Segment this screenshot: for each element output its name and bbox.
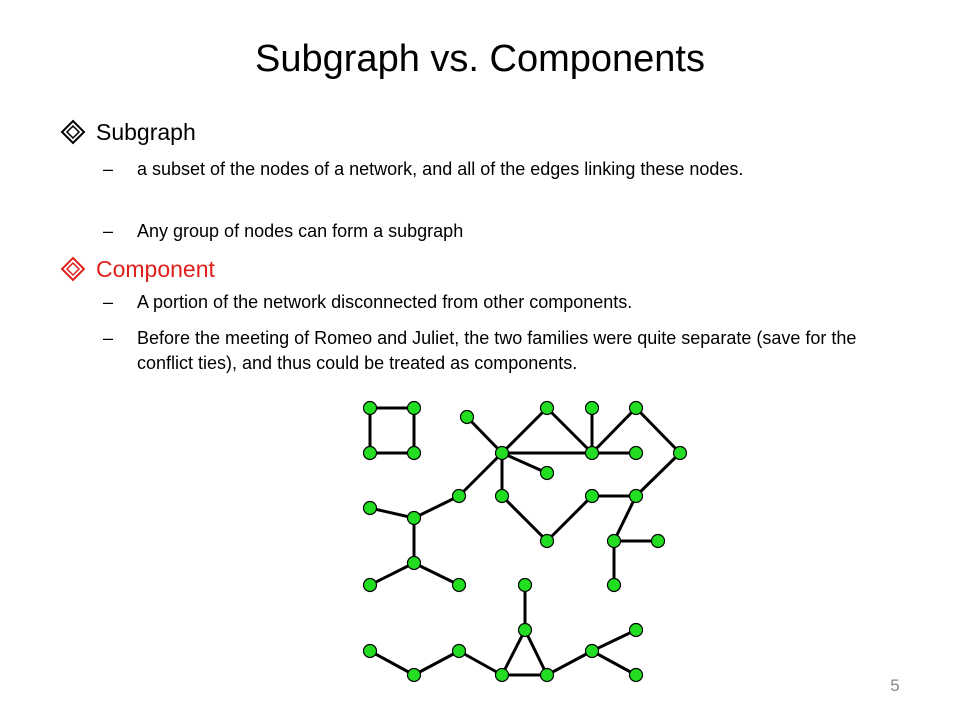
graph-edge — [547, 651, 592, 675]
sub-bullet-marker: – — [103, 221, 114, 241]
graph-node — [453, 645, 466, 658]
graph-edge — [636, 408, 680, 453]
graph-edge — [370, 651, 414, 675]
graph-node — [496, 669, 509, 682]
graph-node — [586, 645, 599, 658]
graph-node — [541, 467, 554, 480]
bullet-label: Component — [96, 256, 215, 282]
graph-node — [630, 402, 643, 415]
graph-edge — [502, 496, 547, 541]
graph-node — [674, 447, 687, 460]
page-number: 5 — [890, 676, 900, 695]
graph-node — [608, 535, 621, 548]
sub-bullet-marker: – — [103, 159, 114, 179]
graph-node — [586, 447, 599, 460]
graph-node — [408, 669, 421, 682]
graph-node — [496, 490, 509, 503]
graph-edge — [592, 630, 636, 651]
graph-edge — [614, 496, 636, 541]
sub-bullet-text: a subset of the nodes of a network, and all of the edges linking these nodes. — [137, 159, 744, 179]
graph-edge — [502, 453, 547, 473]
graph-node — [408, 447, 421, 460]
graph-node — [453, 579, 466, 592]
graph-edge — [414, 563, 459, 585]
slide-title: Subgraph vs. Components — [255, 38, 705, 80]
graph-edge — [414, 496, 459, 518]
graph-node — [541, 535, 554, 548]
bullet-label: Subgraph — [96, 119, 196, 145]
graph-node — [408, 402, 421, 415]
graph-node — [408, 557, 421, 570]
graph-node — [364, 502, 377, 515]
graph-edge — [459, 651, 502, 675]
graph-node — [652, 535, 665, 548]
graph-edge — [370, 563, 414, 585]
graph-node — [586, 490, 599, 503]
graph-node — [453, 490, 466, 503]
sub-bullet-marker: – — [103, 328, 114, 348]
graph-node — [364, 579, 377, 592]
graph-edge — [459, 453, 502, 496]
sub-bullet-text: Before the meeting of Romeo and Juliet, the two families were quite separate (save for the conflict ties), and thus could be treated as components. — [137, 328, 857, 373]
graph-edge — [636, 453, 680, 496]
graph-node — [364, 402, 377, 415]
graph-node — [608, 579, 621, 592]
graph-node — [586, 402, 599, 415]
graph-edge — [502, 408, 547, 453]
sub-bullet-text: Any group of nodes can form a subgraph — [137, 221, 464, 241]
graph-node — [364, 645, 377, 658]
graph-edge — [592, 651, 636, 675]
graph-node — [364, 447, 377, 460]
sub-bullet-marker: – — [103, 292, 114, 312]
graph-node — [461, 411, 474, 424]
graph-node — [496, 447, 509, 460]
graph-edge — [525, 630, 547, 675]
graph-edge — [592, 408, 636, 453]
graph-node — [519, 579, 532, 592]
graph-edge — [502, 630, 525, 675]
graph-edge — [467, 417, 502, 453]
graph-node — [519, 624, 532, 637]
graph-edge — [414, 651, 459, 675]
graph-node — [630, 624, 643, 637]
graph-node — [541, 669, 554, 682]
graph-node — [408, 512, 421, 525]
graph-node — [630, 447, 643, 460]
graph-node — [630, 490, 643, 503]
graph-node — [630, 669, 643, 682]
sub-bullet-text: A portion of the network disconnected from other components. — [137, 292, 633, 312]
graph-edge — [547, 496, 592, 541]
graph-edge — [547, 408, 592, 453]
graph-node — [541, 402, 554, 415]
